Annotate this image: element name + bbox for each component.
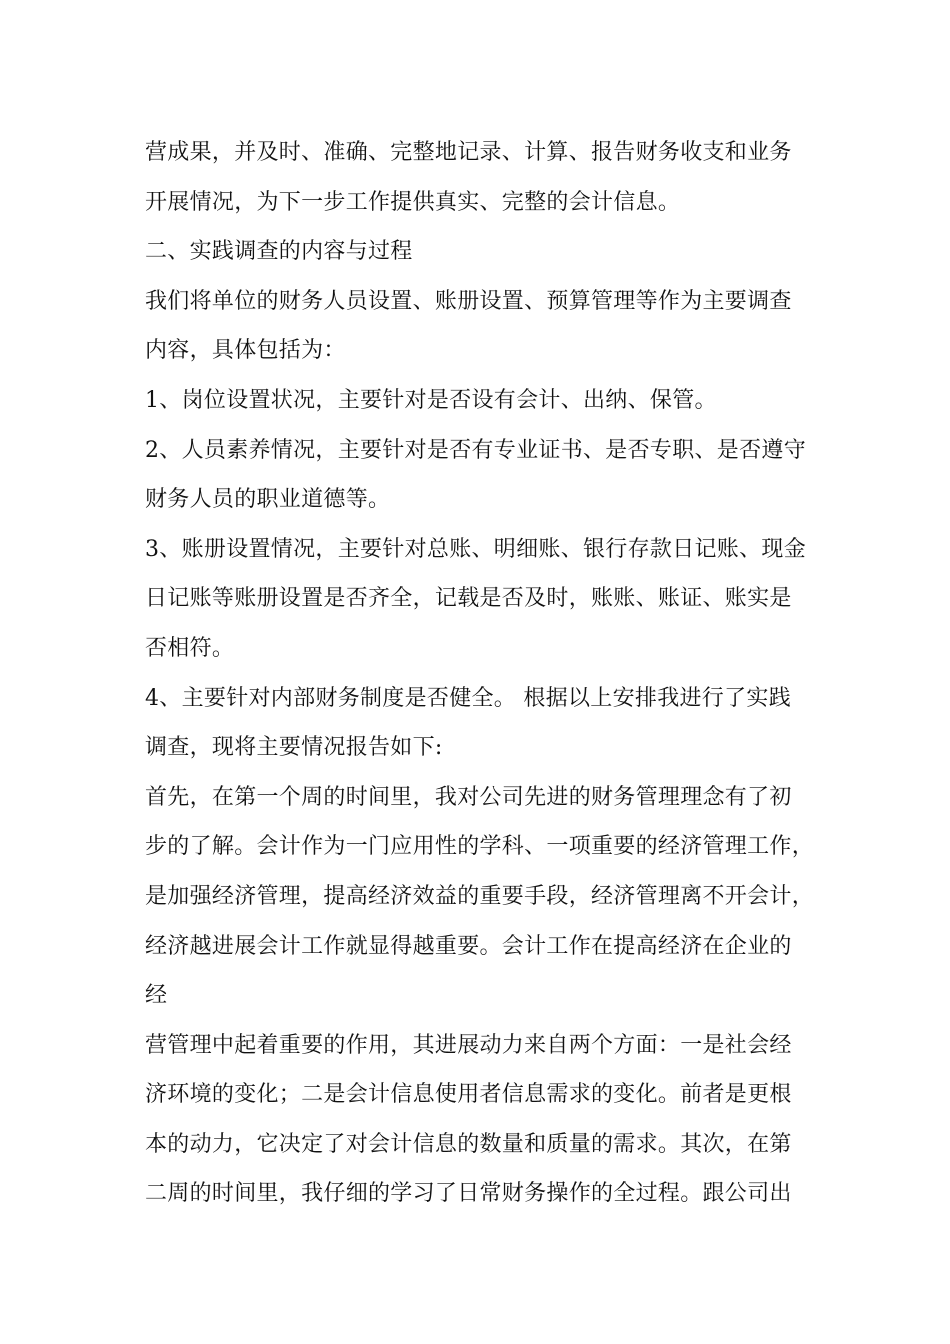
body-text	[145, 128, 825, 1219]
list-item: 4、主要针对内部财务制度是否健全。 根据以上安排我进行了实践	[145, 685, 791, 711]
text-line: 日记账等账册设置是否齐全，记载是否及时，账账、账证、账实是	[145, 586, 792, 612]
text-line: 二周的时间里，我仔细的学习了日常财务操作的全过程。跟公司出	[145, 1181, 792, 1207]
text-line: 我们将单位的财务人员设置、账册设置、预算管理等作为主要调查	[145, 288, 792, 314]
text-line: 内容，具体包括为：	[145, 338, 346, 364]
text-line: 财务人员的职业道德等。	[145, 487, 391, 513]
text-line: 济环境的变化；二是会计信息使用者信息需求的变化。前者是更根	[145, 1082, 792, 1108]
text-line: 首先，在第一个周的时间里，我对公司先进的财务管理理念有了初	[145, 784, 792, 810]
text-line: 经济越进展会计工作就显得越重要。会计工作在提高经济在企业的	[145, 933, 792, 959]
list-item: 2、人员素养情况，主要针对是否有专业证书、是否专职、是否遵守	[145, 437, 806, 463]
list-item: 3、账册设置情况，主要针对总账、明细账、银行存款日记账、现金	[145, 536, 806, 562]
text-line: 调查，现将主要情况报告如下:	[145, 735, 443, 761]
text-line: 是加强经济管理，提高经济效益的重要手段，经济管理离不开会计，	[145, 883, 815, 909]
text-line: 步的了解。会计作为一门应用性的学科、一项重要的经济管理工作，	[145, 834, 815, 860]
text-line: 营管理中起着重要的作用，其进展动力来自两个方面：一是社会经	[145, 1032, 792, 1058]
text-line: 营成果，并及时、准确、完整地记录、计算、报告财务收支和业务	[145, 140, 792, 165]
list-item: 1、岗位设置状况，主要针对是否设有会计、出纳、保管。	[145, 387, 717, 413]
section-heading: 二、实践调查的内容与过程	[145, 239, 413, 265]
text-line: 经	[145, 983, 168, 1009]
text-line: 否相符。	[145, 635, 235, 661]
text-line: 开展情况，为下一步工作提供真实、完整的会计信息。	[145, 189, 681, 215]
text-line: 本的动力，它决定了对会计信息的数量和质量的需求。其次，在第	[145, 1131, 792, 1157]
